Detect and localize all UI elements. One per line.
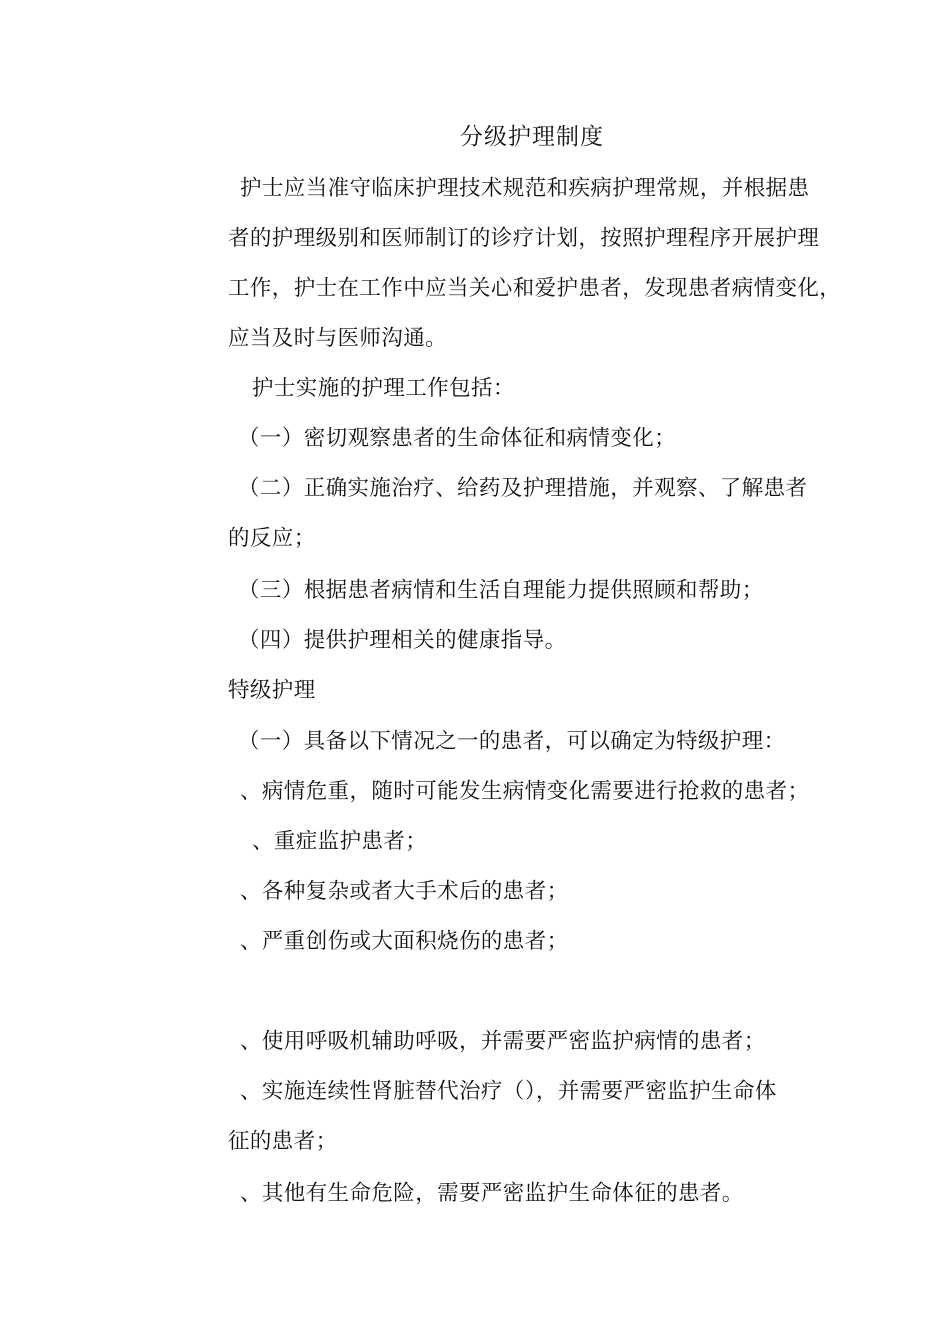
special-item-5: 、使用呼吸机辅助呼吸，并需要严密监护病情的患者； — [240, 1029, 766, 1054]
intro-line-3: 工作，护士在工作中应当关心和爱护患者，发现患者病情变化， — [228, 276, 842, 301]
special-item-1: 、病情危重，随时可能发生病情变化需要进行抢救的患者； — [240, 779, 810, 804]
work-heading: 护士实施的护理工作包括： — [252, 376, 515, 401]
special-item-4: 、严重创伤或大面积烧伤的患者； — [240, 929, 569, 954]
special-item-3: 、各种复杂或者大手术后的患者； — [240, 879, 569, 904]
special-item-7: 、其他有生命危险，需要严密监护生命体征的患者。 — [240, 1181, 744, 1206]
intro-line-1: 护士应当准守临床护理技术规范和疾病护理常规，并根据患 — [240, 176, 810, 201]
special-item-6: 、实施连续性肾脏替代治疗（），并需要严密监护生命体 — [240, 1079, 777, 1104]
special-intro: （一）具备以下情况之一的患者，可以确定为特级护理： — [238, 729, 786, 754]
work-item-1: （一）密切观察患者的生命体征和病情变化； — [238, 426, 677, 451]
work-item-2: （二）正确实施治疗、给药及护理措施，并观察、了解患者 — [238, 476, 808, 501]
document-title: 分级护理制度 — [460, 124, 604, 150]
work-item-4: （四）提供护理相关的健康指导。 — [238, 628, 567, 653]
work-item-3: （三）根据患者病情和生活自理能力提供照顾和帮助； — [238, 578, 764, 603]
work-item-2-cont: 的反应； — [228, 526, 316, 551]
special-heading: 特级护理 — [228, 678, 316, 703]
special-item-2: 、重症监护患者； — [252, 829, 428, 854]
special-item-6-cont: 征的患者； — [228, 1129, 338, 1154]
intro-line-2: 者的护理级别和医师制订的诊疗计划，按照护理程序开展护理 — [228, 226, 820, 251]
intro-line-4: 应当及时与医师沟通。 — [228, 326, 448, 351]
